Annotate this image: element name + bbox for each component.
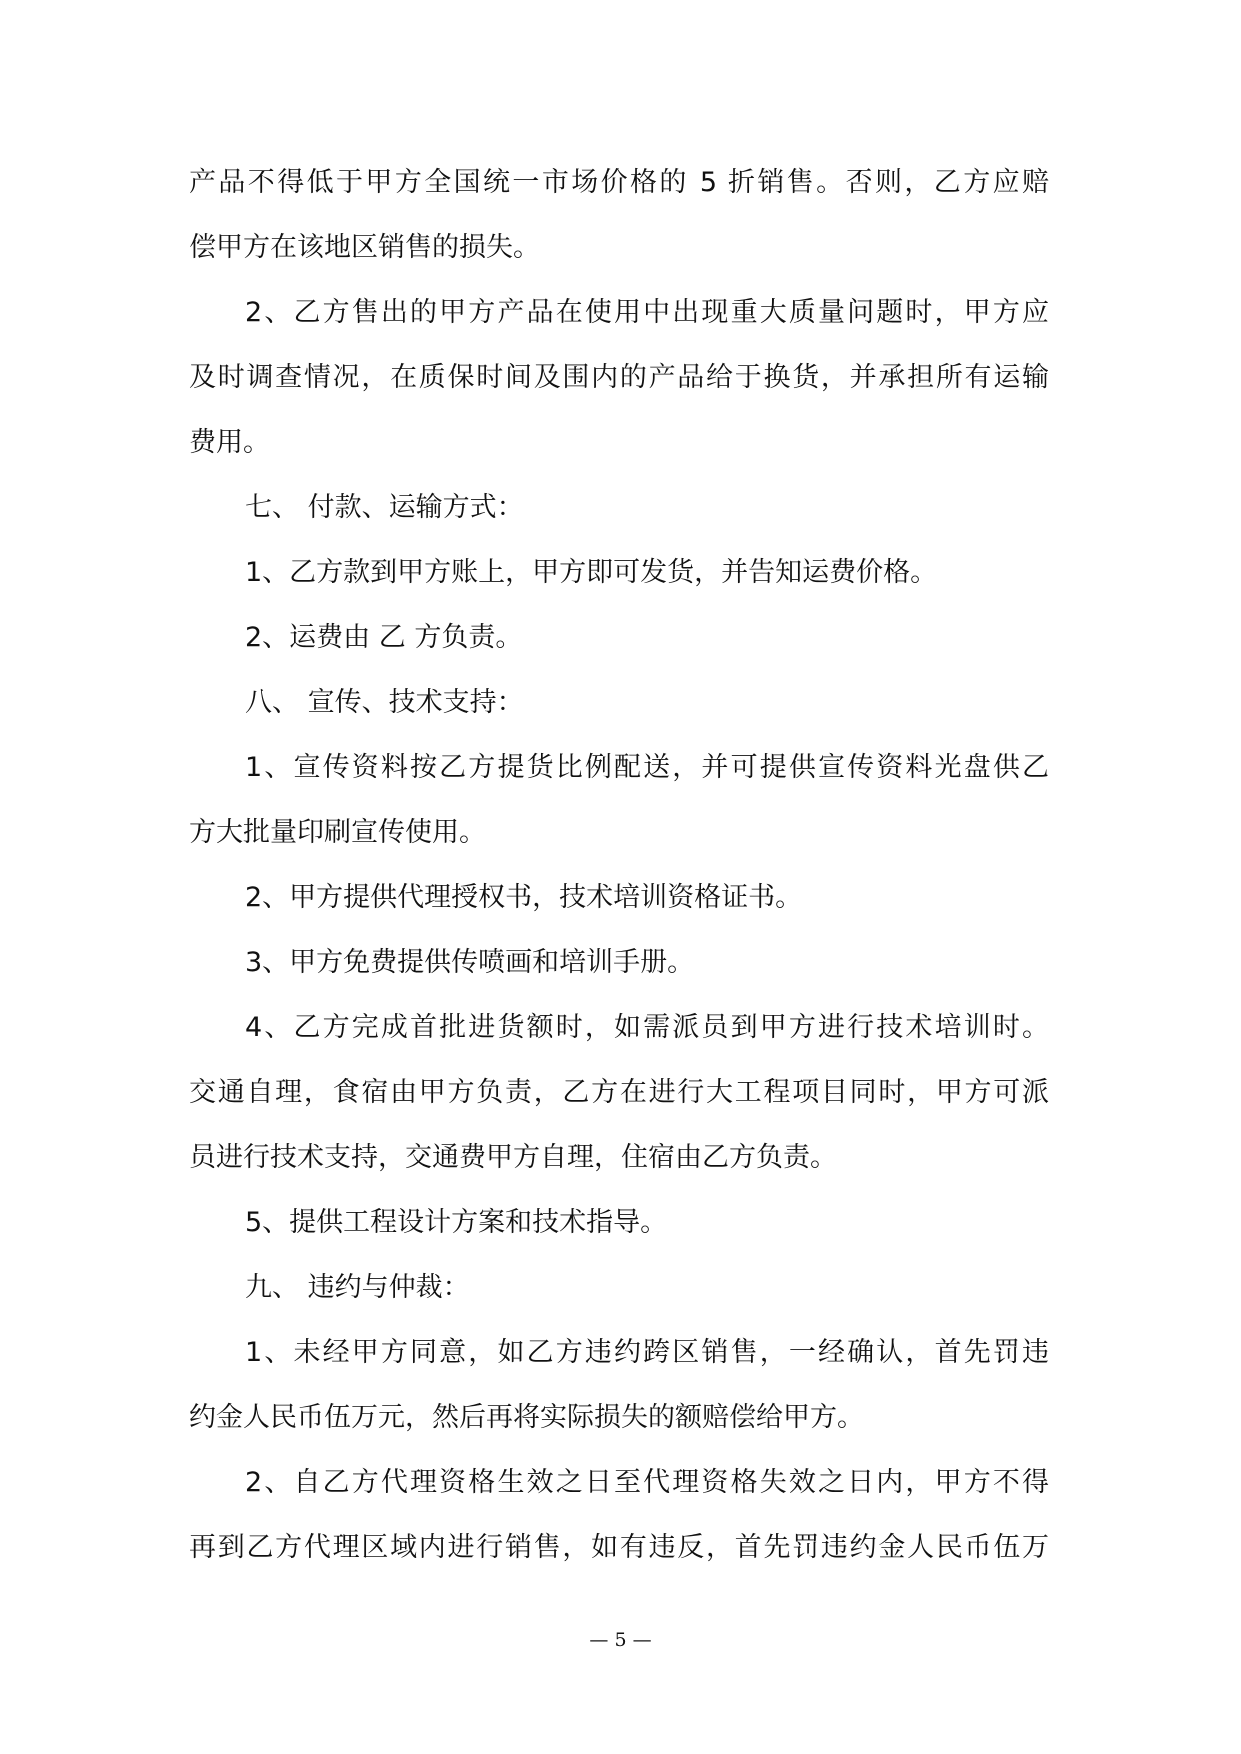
text-line: 3、甲方免费提供传喷画和培训手册。 xyxy=(245,947,695,978)
text-line: 产品不得低于甲方全国统一市场价格的 5 折销售。否则，乙方应赔 xyxy=(189,167,1049,198)
text-line: 1、乙方款到甲方账上，甲方即可发货，并告知运费价格。 xyxy=(245,557,938,588)
text-line: 九、 违约与仲裁： xyxy=(245,1272,470,1303)
text-line: 员进行技术支持，交通费甲方自理，住宿由乙方负责。 xyxy=(189,1142,837,1173)
text-line: 交通自理，食宿由甲方负责，乙方在进行大工程项目同时，甲方可派 xyxy=(189,1077,1049,1108)
text-line: 2、乙方售出的甲方产品在使用中出现重大质量问题时，甲方应 xyxy=(245,297,1049,328)
document-body xyxy=(189,158,1049,1588)
text-line: 费用。 xyxy=(189,427,270,458)
text-line: 约金人民币伍万元，然后再将实际损失的额赔偿给甲方。 xyxy=(189,1402,864,1433)
text-line: 方大批量印刷宣传使用。 xyxy=(189,817,486,848)
page-number: — 5 — xyxy=(589,1629,652,1651)
text-line: 5、提供工程设计方案和技术指导。 xyxy=(245,1207,668,1238)
text-line: 1、宣传资料按乙方提货比例配送，并可提供宣传资料光盘供乙 xyxy=(245,752,1049,783)
text-line: 偿甲方在该地区销售的损失。 xyxy=(189,232,540,263)
text-line: 2、运费由 乙 方负责。 xyxy=(245,622,523,653)
text-line: 4、乙方完成首批进货额时，如需派员到甲方进行技术培训时。 xyxy=(245,1012,1049,1043)
text-line: 及时调查情况，在质保时间及围内的产品给于换货，并承担所有运输 xyxy=(189,362,1049,393)
text-line: 再到乙方代理区域内进行销售，如有违反，首先罚违约金人民币伍万 xyxy=(189,1532,1049,1563)
text-line: 八、 宣传、技术支持： xyxy=(245,687,524,718)
text-line: 2、自乙方代理资格生效之日至代理资格失效之日内，甲方不得 xyxy=(245,1467,1049,1498)
text-line: 七、 付款、运输方式： xyxy=(245,492,524,523)
text-line: 2、甲方提供代理授权书，技术培训资格证书。 xyxy=(245,882,803,913)
text-line: 1、未经甲方同意，如乙方违约跨区销售，一经确认，首先罚违 xyxy=(245,1337,1049,1368)
